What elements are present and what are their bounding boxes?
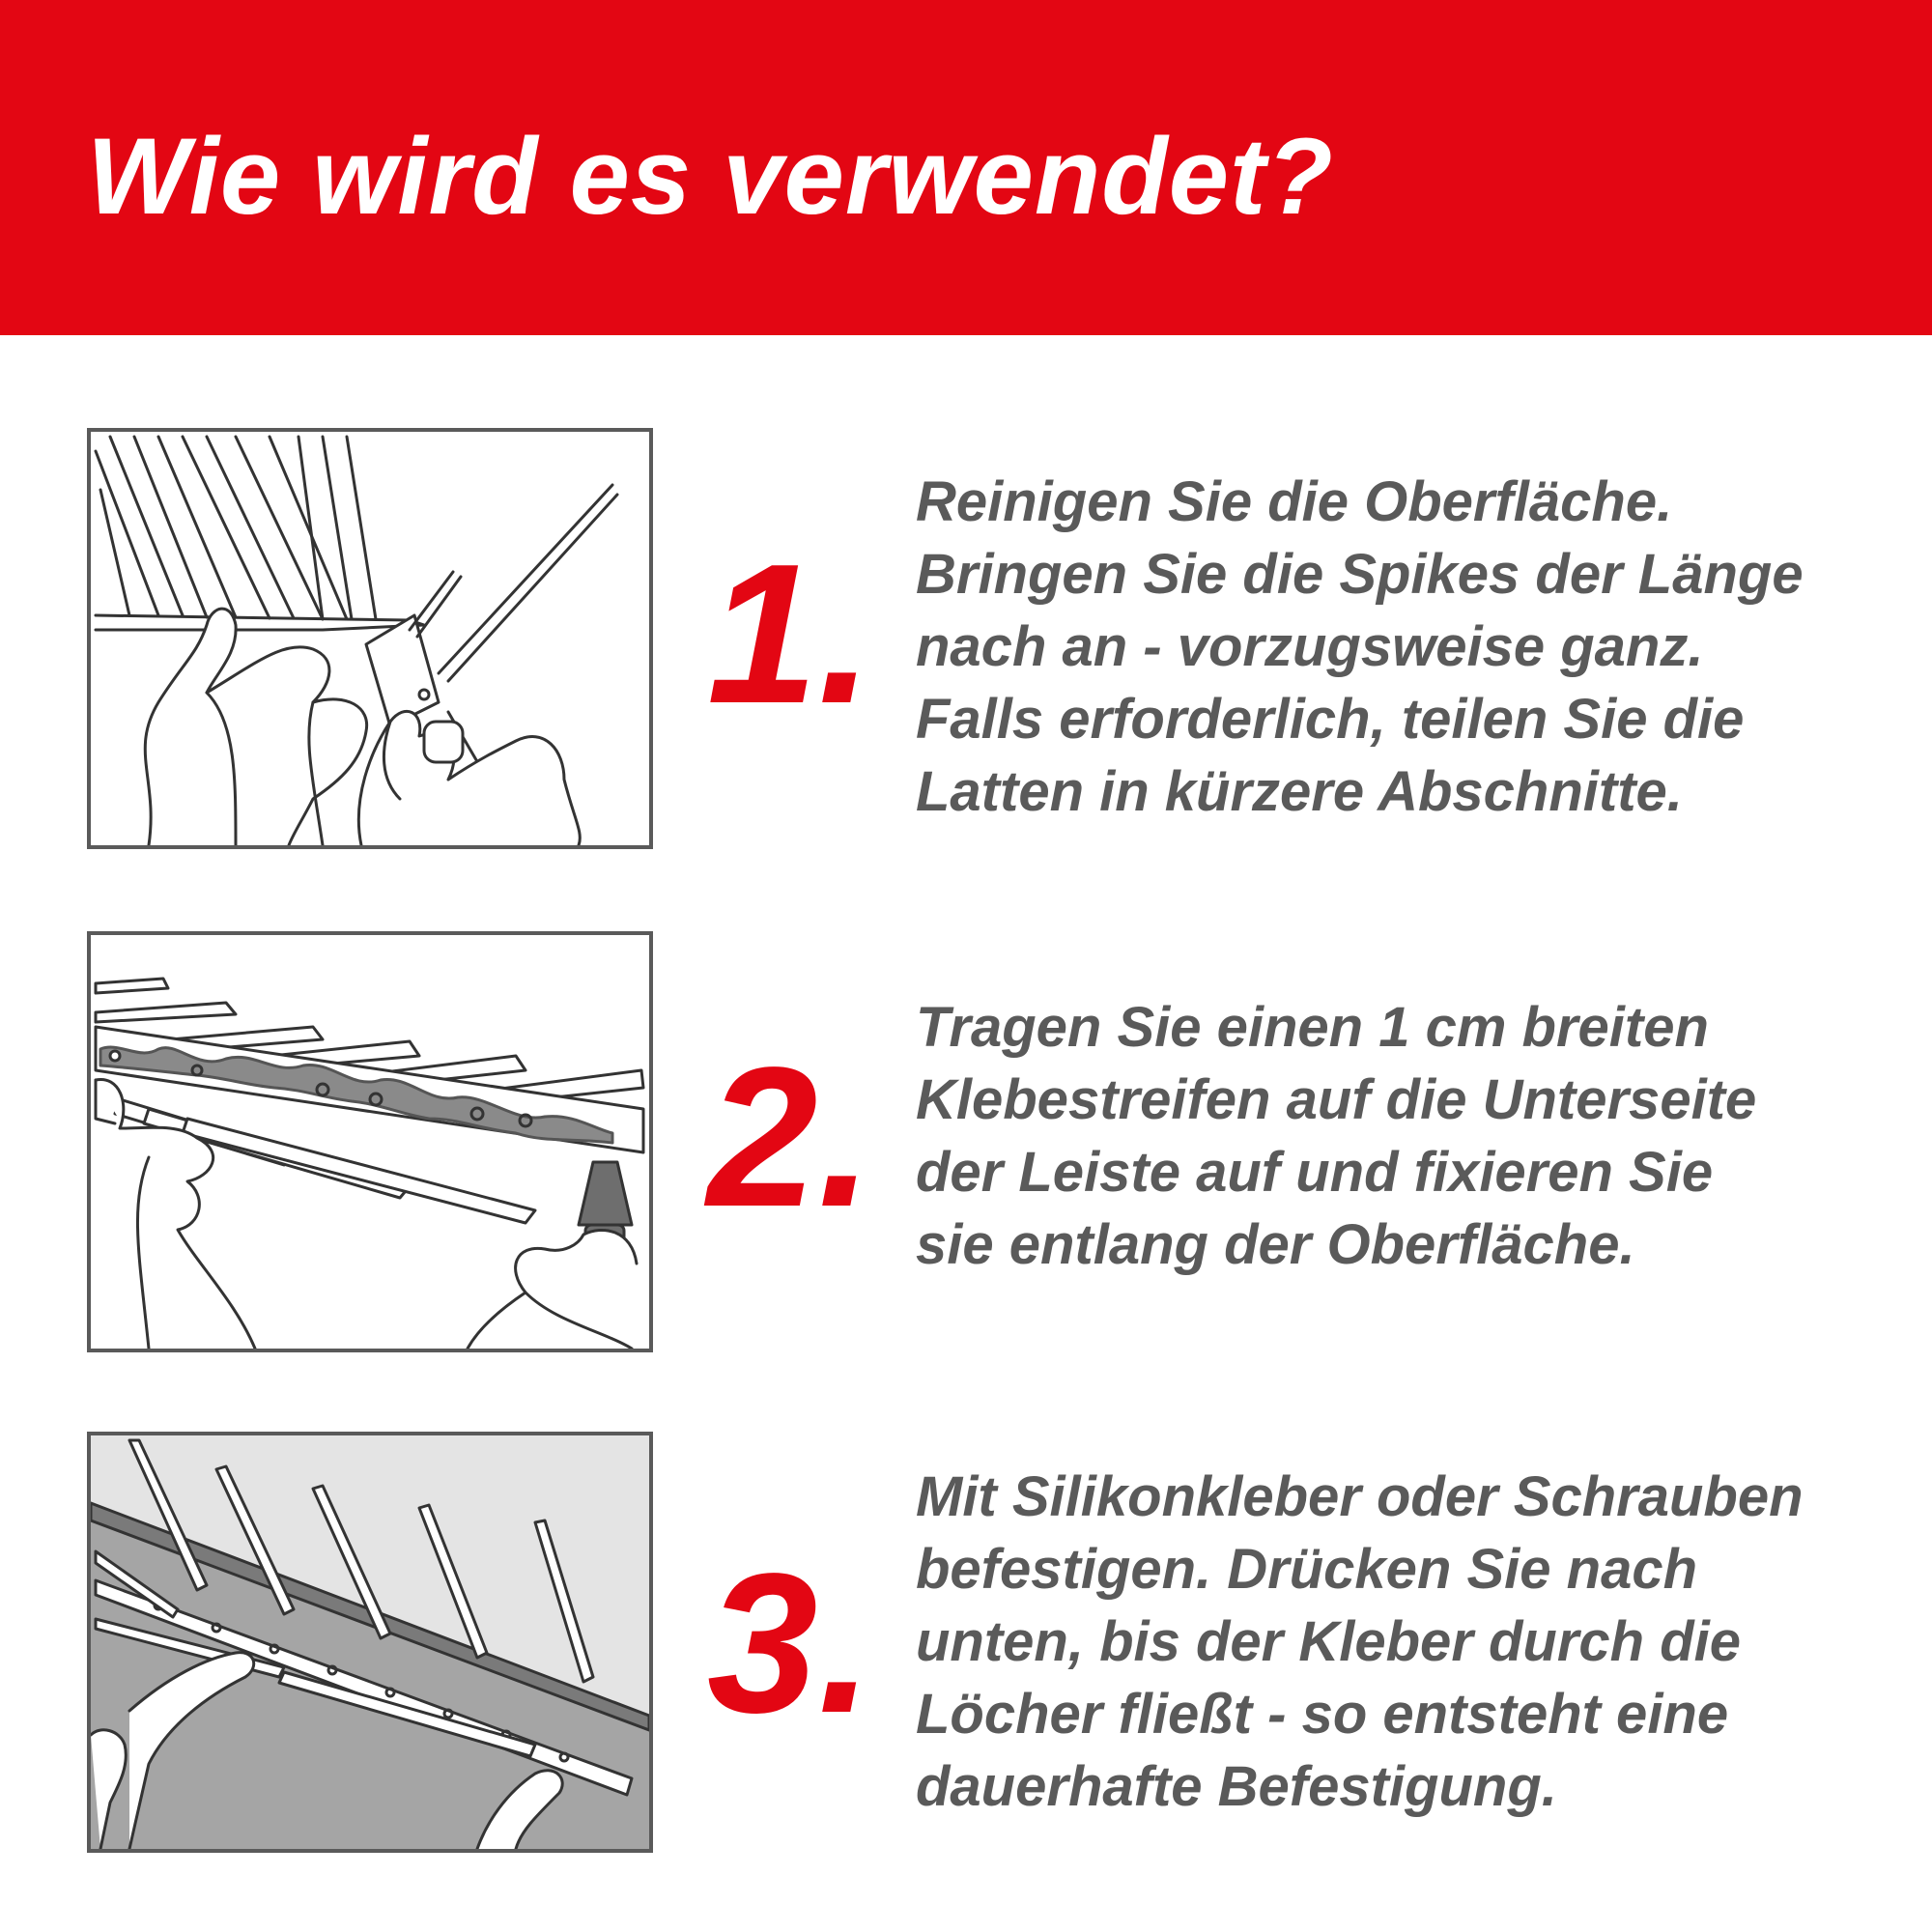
step-number: 1. [707, 523, 873, 745]
step-line: Tragen Sie einen 1 cm breiten [916, 996, 1709, 1059]
step-line: sie entlang der Oberfläche. [916, 1213, 1635, 1276]
step-description [916, 466, 1901, 828]
header-banner [0, 0, 1932, 335]
step-line: Bringen Sie die Spikes der Länge [916, 543, 1804, 606]
step-line: Löcher fließt - so entsteht eine [916, 1683, 1729, 1746]
step-line: befestigen. Drücken Sie nach [916, 1538, 1698, 1601]
step-line: Falls erforderlich, teilen Sie die [916, 688, 1745, 751]
glue-applied-to-spike-strip-icon [87, 931, 653, 1352]
hands-breaking-spike-strip-icon [87, 428, 653, 849]
step-line: Klebestreifen auf die Unterseite [916, 1068, 1757, 1131]
step-line: nach an - vorzugsweise ganz. [916, 615, 1704, 678]
step-3 [0, 1432, 1932, 1857]
step-1 [0, 428, 1932, 853]
step-description [916, 991, 1901, 1281]
step-line: der Leiste auf und fixieren Sie [916, 1141, 1714, 1204]
step-line: Mit Silikonkleber oder Schrauben [916, 1465, 1804, 1528]
pressing-spike-strip-onto-ledge-icon [87, 1432, 653, 1853]
step-line: unten, bis der Kleber durch die [916, 1610, 1742, 1673]
step-line: Reinigen Sie die Oberfläche. [916, 470, 1673, 533]
step-number: 3. [707, 1532, 873, 1754]
step-line: Latten in kürzere Abschnitte. [916, 760, 1683, 823]
step-number: 2. [707, 1026, 873, 1248]
page-title: Wie wird es verwendet? [87, 116, 1334, 237]
step-line: dauerhafte Befestigung. [916, 1755, 1557, 1818]
step-description [916, 1461, 1901, 1823]
step-2 [0, 931, 1932, 1356]
